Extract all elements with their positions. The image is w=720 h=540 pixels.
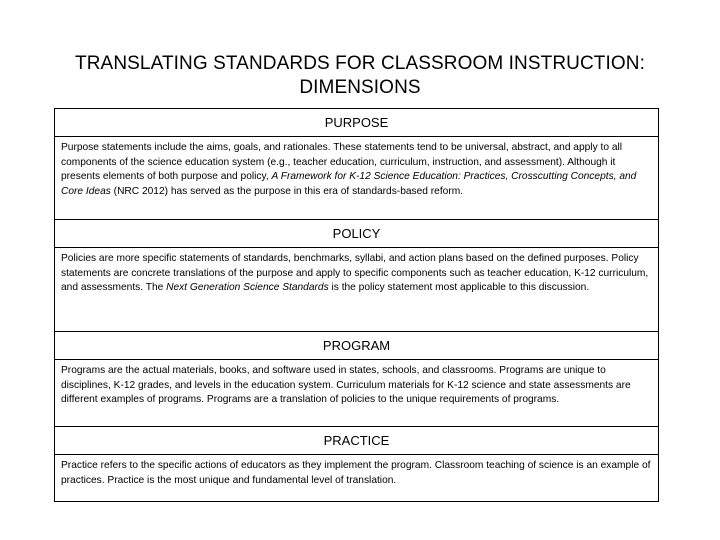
practice-header: PRACTICE — [55, 427, 658, 455]
dimensions-table — [54, 108, 659, 502]
title-line-1: TRANSLATING STANDARDS FOR CLASSROOM INSTRUCTION: — [75, 53, 645, 74]
purpose-text-italic: A Framework for K-12 Science Education: Practices, Crosscutting Concepts, and Core Ideas — [61, 171, 637, 197]
purpose-text-b: (NRC 2012) has served as the purpose in this era of standards-based reform. — [110, 185, 464, 197]
purpose-text-a: Purpose statements include the aims, goals, and rationales. These statements tend to be universal, abstract, and apply to all components of the science education system (e.g., teacher education, curriculum, instruction, and assessment). Although it presents elements of both purpose and policy, — [61, 142, 623, 182]
policy-text-italic: Next Generation Science Standards — [166, 282, 329, 293]
policy-text-a: Policies are more specific statements of standards, benchmarks, syllabi, and action plans based on the defined purposes. Policy statements are concrete translations of the purpose and apply to specific components such as teacher education, K-12 curriculum, and assessments. The — [61, 253, 649, 293]
program-header: PROGRAM — [55, 332, 658, 360]
purpose-header: PURPOSE — [55, 109, 658, 137]
practice-description: Practice refers to the specific actions of educators as they implement the program. Classroom teaching of science is an example of practices. Practice is the most unique and fundamental level of translation. — [61, 460, 651, 486]
purpose-description — [55, 137, 658, 220]
program-description: Programs are the actual materials, books, and software used in states, schools, and classrooms. Programs are unique to disciplines, K-12 grades, and levels in the education system. Curriculum materials for K-12 science and state assessments are different examples of programs. Programs are a translation of policies to the unique requirements of programs. — [55, 360, 658, 427]
policy-header: POLICY — [55, 220, 658, 248]
page-title — [0, 52, 720, 100]
title-line-2: DIMENSIONS — [299, 77, 421, 98]
policy-text-b: is the policy statement most applicable to this discussion. — [328, 282, 590, 293]
policy-description — [55, 248, 658, 332]
